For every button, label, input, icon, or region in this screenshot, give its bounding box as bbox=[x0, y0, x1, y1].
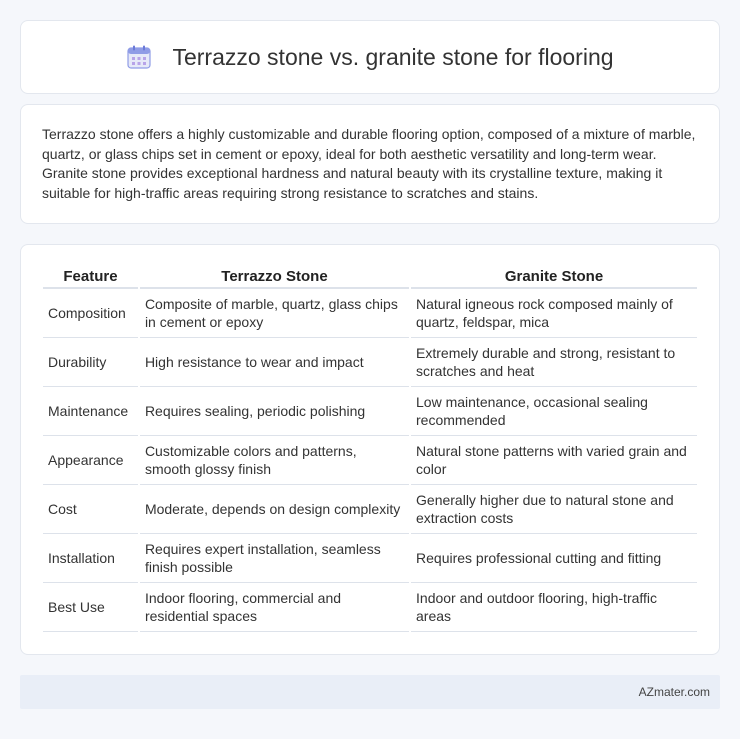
granite-cell: Indoor and outdoor flooring, high-traffic areas bbox=[411, 583, 697, 632]
granite-cell: Requires professional cutting and fitting bbox=[411, 534, 697, 583]
table-header-row bbox=[43, 267, 697, 289]
feature-cell: Cost bbox=[43, 485, 138, 534]
header-feature: Feature bbox=[43, 267, 138, 289]
granite-cell: Generally higher due to natural stone and extraction costs bbox=[411, 485, 697, 534]
feature-cell: Maintenance bbox=[43, 387, 138, 436]
table-row bbox=[43, 534, 697, 583]
table-row bbox=[43, 289, 697, 338]
footer bbox=[20, 675, 720, 709]
table-row bbox=[43, 583, 697, 632]
feature-cell: Installation bbox=[43, 534, 138, 583]
terrazzo-cell: Moderate, depends on design complexity bbox=[140, 485, 409, 534]
title-card bbox=[20, 20, 720, 94]
table-row bbox=[43, 436, 697, 485]
page-title: Terrazzo stone vs. granite stone for flooring bbox=[172, 43, 614, 70]
summary-card bbox=[20, 104, 720, 224]
table-row bbox=[43, 485, 697, 534]
comparison-table bbox=[41, 267, 699, 632]
table-row bbox=[43, 387, 697, 436]
terrazzo-cell: Indoor flooring, commercial and residential spaces bbox=[140, 583, 409, 632]
table-row bbox=[43, 338, 697, 387]
terrazzo-cell: High resistance to wear and impact bbox=[140, 338, 409, 387]
footer-brand[interactable]: AZmater.com bbox=[638, 685, 710, 699]
granite-cell: Natural stone patterns with varied grain and color bbox=[411, 436, 697, 485]
summary-text: Terrazzo stone offers a highly customizable and durable flooring option, composed of a mixture of marble, quartz, or glass chips set in cement or epoxy, ideal for both aesthetic versatility and long-term wear. Granite stone provides exceptional hardness and natural beauty with its crystalline texture, making it suitable for high-traffic areas requiring strong resistance to scratches and stains. bbox=[42, 126, 696, 201]
feature-cell: Durability bbox=[43, 338, 138, 387]
terrazzo-cell: Requires sealing, periodic polishing bbox=[140, 387, 409, 436]
terrazzo-cell: Composite of marble, quartz, glass chips in cement or epoxy bbox=[140, 289, 409, 338]
feature-cell: Best Use bbox=[43, 583, 138, 632]
header-granite: Granite Stone bbox=[411, 267, 697, 289]
granite-cell: Natural igneous rock composed mainly of quartz, feldspar, mica bbox=[411, 289, 697, 338]
header-terrazzo: Terrazzo Stone bbox=[140, 267, 409, 289]
terrazzo-cell: Requires expert installation, seamless finish possible bbox=[140, 534, 409, 583]
terrazzo-cell: Customizable colors and patterns, smooth glossy finish bbox=[140, 436, 409, 485]
feature-cell: Appearance bbox=[43, 436, 138, 485]
granite-cell: Low maintenance, occasional sealing recommended bbox=[411, 387, 697, 436]
calendar-icon bbox=[126, 44, 152, 70]
granite-cell: Extremely durable and strong, resistant to scratches and heat bbox=[411, 338, 697, 387]
feature-cell: Composition bbox=[43, 289, 138, 338]
comparison-table-card bbox=[20, 244, 720, 655]
